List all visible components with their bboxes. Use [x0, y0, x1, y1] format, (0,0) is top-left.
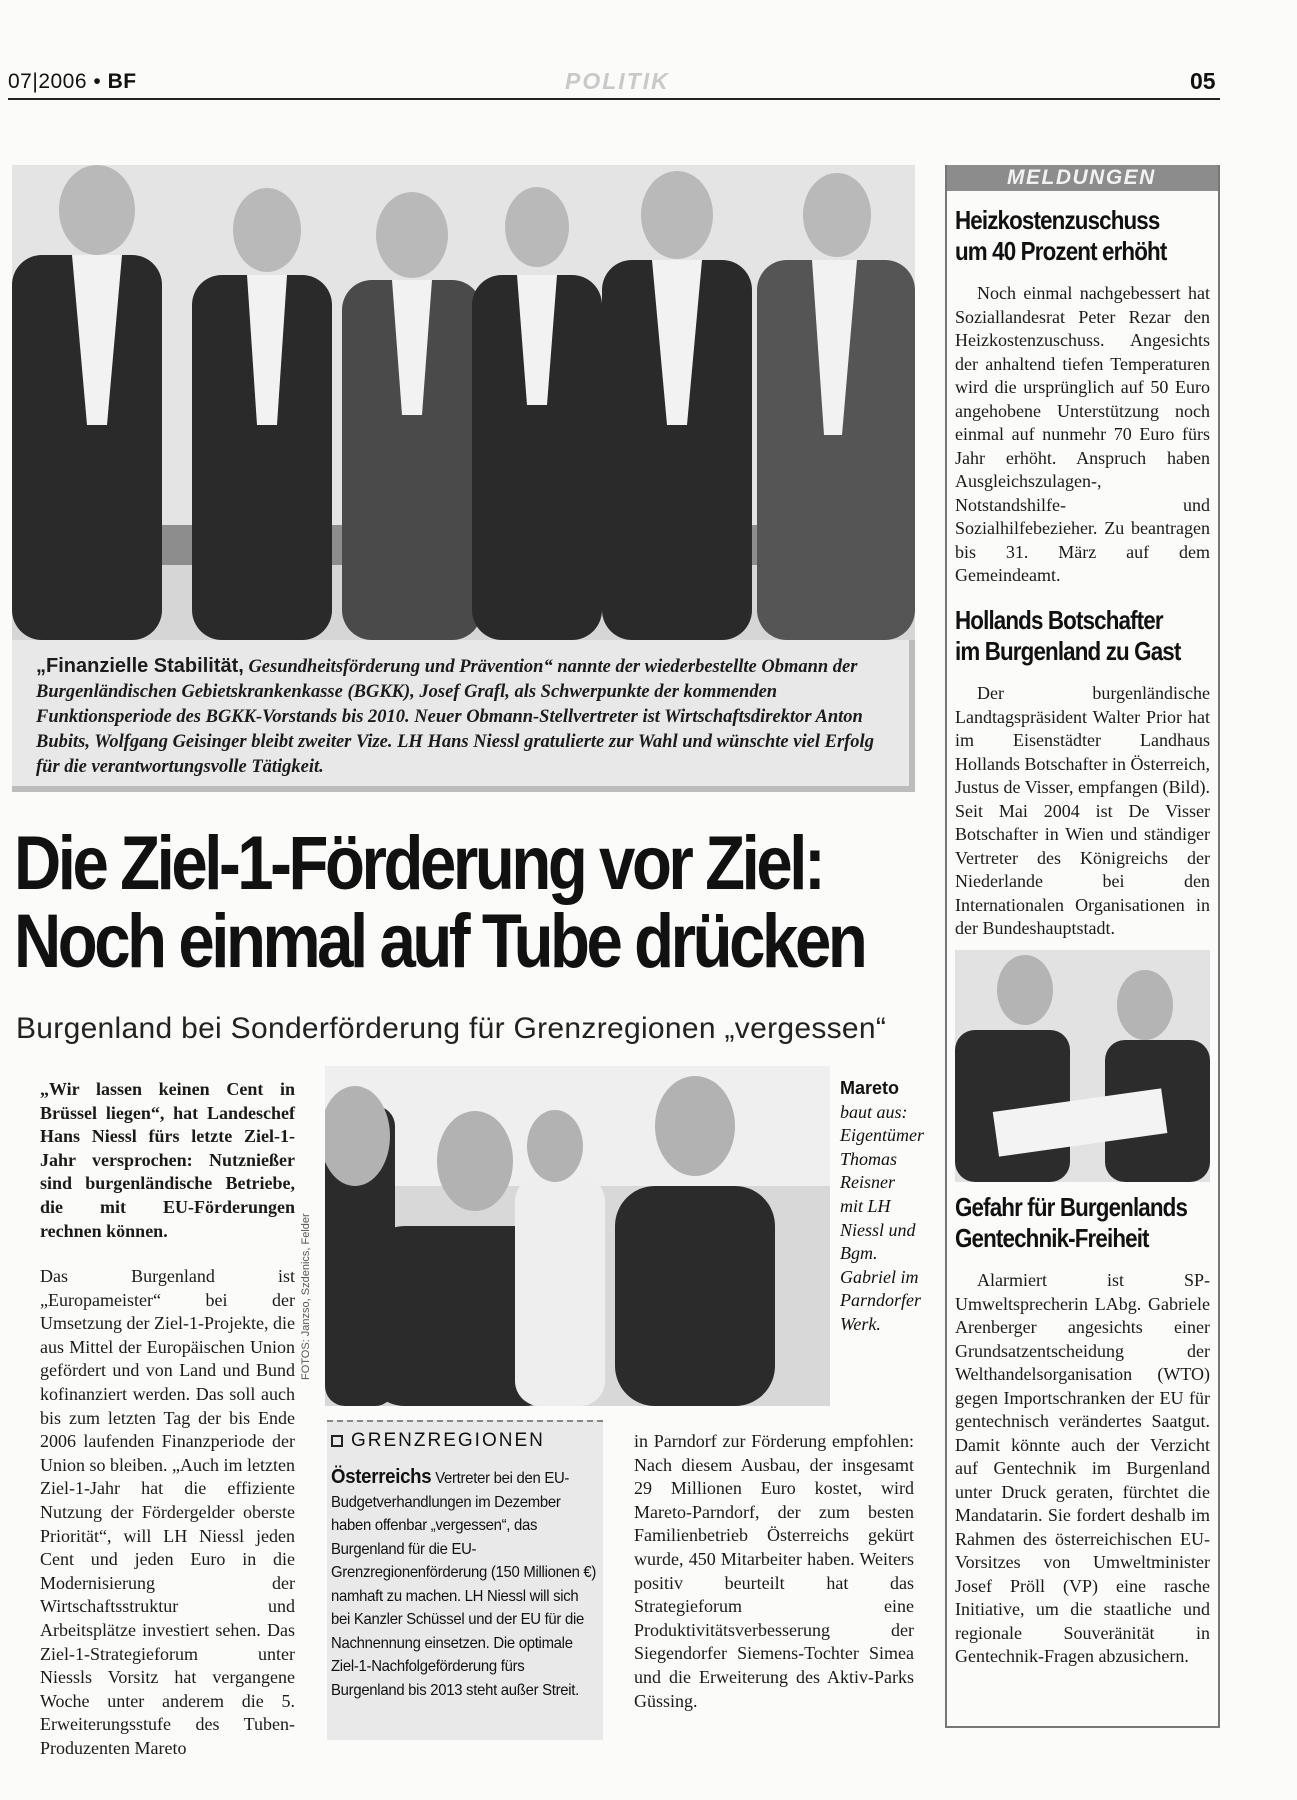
headline-line-2: Noch einmal auf Tube drücken [14, 899, 865, 984]
header-rule [8, 98, 1220, 100]
article-body-column-3: in Parndorf zur Förderung empfohlen: Nach diesem Ausbau, der insgesamt 29 Millionen Euro kostet, wird Mareto-Parndorf, der zum besten Familienbetrieb Österreichs gekürt wurde, 450 Mitarbeiter haben. Weiters positiv beurteilt hat das Strategieforum eine Produktivitätsverbesserung der Siegendorfer Siemens-Tochter Simea und die Erweiterung des Aktiv-Parks Güssing. [634, 1431, 914, 1711]
article-subheadline: Burgenland bei Sonderförderung für Grenzregionen „vergessen“ [16, 1012, 887, 1045]
meldung-headline-line-2: um 40 Prozent erhöht [955, 236, 1167, 266]
factory-photo-illustration [325, 1066, 830, 1406]
meldungen-label-bar [947, 165, 1218, 191]
issue-date: 07|2006 [8, 70, 88, 93]
infobox-text: Vertreter bei den EU-Budgetverhandlungen im Dezember haben offenbar „vergessen“, das Burgenland für die EU-Grenzregionenförderung (150 Millionen €) namhaft zu machen. LH Niessl will sich bei Kanzler Schüssel und der EU für die Nachnennung einsetzen. Die optimale Ziel-1-Nachfolgeförderung fürs Burgenland bis 2013 steht außer Streit. [331, 1470, 597, 1699]
photo-credit: FOTOS: Janzso, Szdenics, Felder [300, 1213, 312, 1380]
header-bullet: • [93, 70, 102, 93]
meldung-headline-line-2: im Burgenland zu Gast [955, 636, 1181, 666]
meldung-headline-line-1: Gefahr für Burgenlands [955, 1192, 1188, 1222]
photo-caption-lead: Mareto [840, 1078, 900, 1098]
meldungen-column [945, 165, 1220, 1728]
headline-line-1: Die Ziel-1-Förderung vor Ziel: [14, 821, 823, 906]
infobox-body [331, 1466, 601, 1702]
article-body-column-1 [40, 1265, 295, 1760]
meldung-text: Alarmiert ist SP-Umweltsprecherin LAbg. Gabriele Arenberger angesichts einer Grundsatzentscheidung der Welthandelsorganisation (WTO) gegen Importschranken der EU für gentechnisch verändertes Saatgut. Damit könnte auch der Verzicht auf Gentechnik im Burgenland unter Druck geraten, fürchtet die Mandatarin. Sie fordert deshalb im Rahmen des österreichischen EU-Vorsitzes von Umweltminister Josef Pröll (VP) eine rasche Initiative, um die staatliche und regionale Souveränität in Gentechnik-Fragen abzusichern. [955, 1270, 1210, 1666]
meldung-text: Der burgenländische Landtagspräsident Walter Prior hat im Eisenstädter Landhaus Hollands Botschafter in Österreich, Justus de Visser, empfangen (Bild). Seit Mai 2004 ist De Visser Botschafter in Wien und ständiger Vertreter des Königreichs der Niederlande bei den Internationalen Organisationen in der Bundeshauptstadt. [955, 683, 1210, 938]
caption-lead: „Finanzielle Stabilität, [36, 655, 244, 677]
grenzregionen-infobox [327, 1420, 603, 1740]
meldung-headline-line-1: Heizkostenzuschuss [955, 205, 1160, 235]
ambassador-photo [955, 950, 1210, 1182]
infobox-title-text: GRENZREGIONEN [351, 1430, 545, 1451]
meldung-headline [955, 605, 1180, 667]
factory-photo [325, 1066, 830, 1406]
article-lead: „Wir lassen keinen Cent in Brüssel liegen“, hat Landeschef Hans Niessl fürs letzte Ziel-1-Jahr versprochen: Nutznießer sind burgenländische Betriebe, die mit EU-Förderungen rechnen können. [40, 1079, 295, 1241]
issue-header [8, 70, 137, 94]
group-photo-illustration [12, 165, 915, 640]
meldung-headline [955, 205, 1180, 267]
group-photo [12, 165, 915, 640]
meldungen-label: MELDUNGEN [1007, 166, 1156, 189]
checkbox-icon [331, 1435, 343, 1447]
infobox-lead: Österreichs [331, 1466, 432, 1488]
meldung-headline [955, 1192, 1188, 1254]
factory-photo-caption [840, 1077, 924, 1337]
meldung-headline-line-2: Gentechnik-Freiheit [955, 1223, 1149, 1253]
caption-text: Gesundheitsförderung und Prävention“ nannte der wiederbestellte Obmann der Burgenländischen Gebietskrankenkasse (BGKK), Josef Grafl, als Schwerpunkte der kommenden Funktionsperiode des BGKK-Vorstands bis 2010. Neuer Obmann-Stellvertreter ist Wirtschaftsdirektor Anton Bubits, Wolfgang Geisinger bleibt zweiter Vize. LH Hans Niessl gratulierte zur Wahl und wünschte viel Erfolg für die verantwortungsvolle Tätigkeit. [36, 657, 874, 777]
page-number: 05 [1190, 68, 1216, 94]
ambassador-photo-illustration [955, 950, 1210, 1182]
meldung-headline-line-1: Hollands Botschafter [955, 605, 1163, 635]
section-title: POLITIK [565, 68, 670, 94]
infobox-title [331, 1430, 597, 1452]
photo-caption-text: baut aus: Eigentümer Thomas Reisner mit LH Niessl und Bgm. Gabriel im Parndorfer Werk. [840, 1101, 924, 1334]
publication-name: BF [107, 70, 137, 93]
meldung-text: Noch einmal nachgebessert hat Soziallandesrat Peter Rezar den Heizkostenzuschuss. Angesichts der anhaltend tiefen Temperaturen wird die ursprünglich auf 50 Euro angehobene Unterstützung noch einmal auf nunmehr 70 Euro fürs Jahr erhöht. Anspruch haben Ausgleichszulagen-, Notstandshilfe- und Sozialhilfebezieher. Zu beantragen bis 31. März auf dem Gemeindeamt. [955, 283, 1210, 585]
body-paragraph: Das Burgenland ist „Europameister“ bei der Umsetzung der Ziel-1-Projekte, die aus Mittel der Europäischen Union gefördert und von Land und Bund kofinanziert werden. Das soll auch bis zum letzten Tag der bis Ende 2006 laufenden Finanzperiode der Union so bleiben. „Auch im letzten Ziel-1-Jahr hat die effiziente Nutzung der Fördergelder oberste Priorität“, will LH Niessl jeden Cent und jeden Euro in die Modernisierung der Wirtschaftsstruktur und Arbeitsplätze investiert sehen. Das Ziel-1-Strategieforum unter Niessls Vorsitz hat vergangene Woche unter anderem die 5. Erweiterungsstufe des Tuben-Produzenten Mareto [40, 1266, 295, 1758]
article-headline [14, 821, 865, 984]
group-photo-caption [12, 640, 915, 792]
